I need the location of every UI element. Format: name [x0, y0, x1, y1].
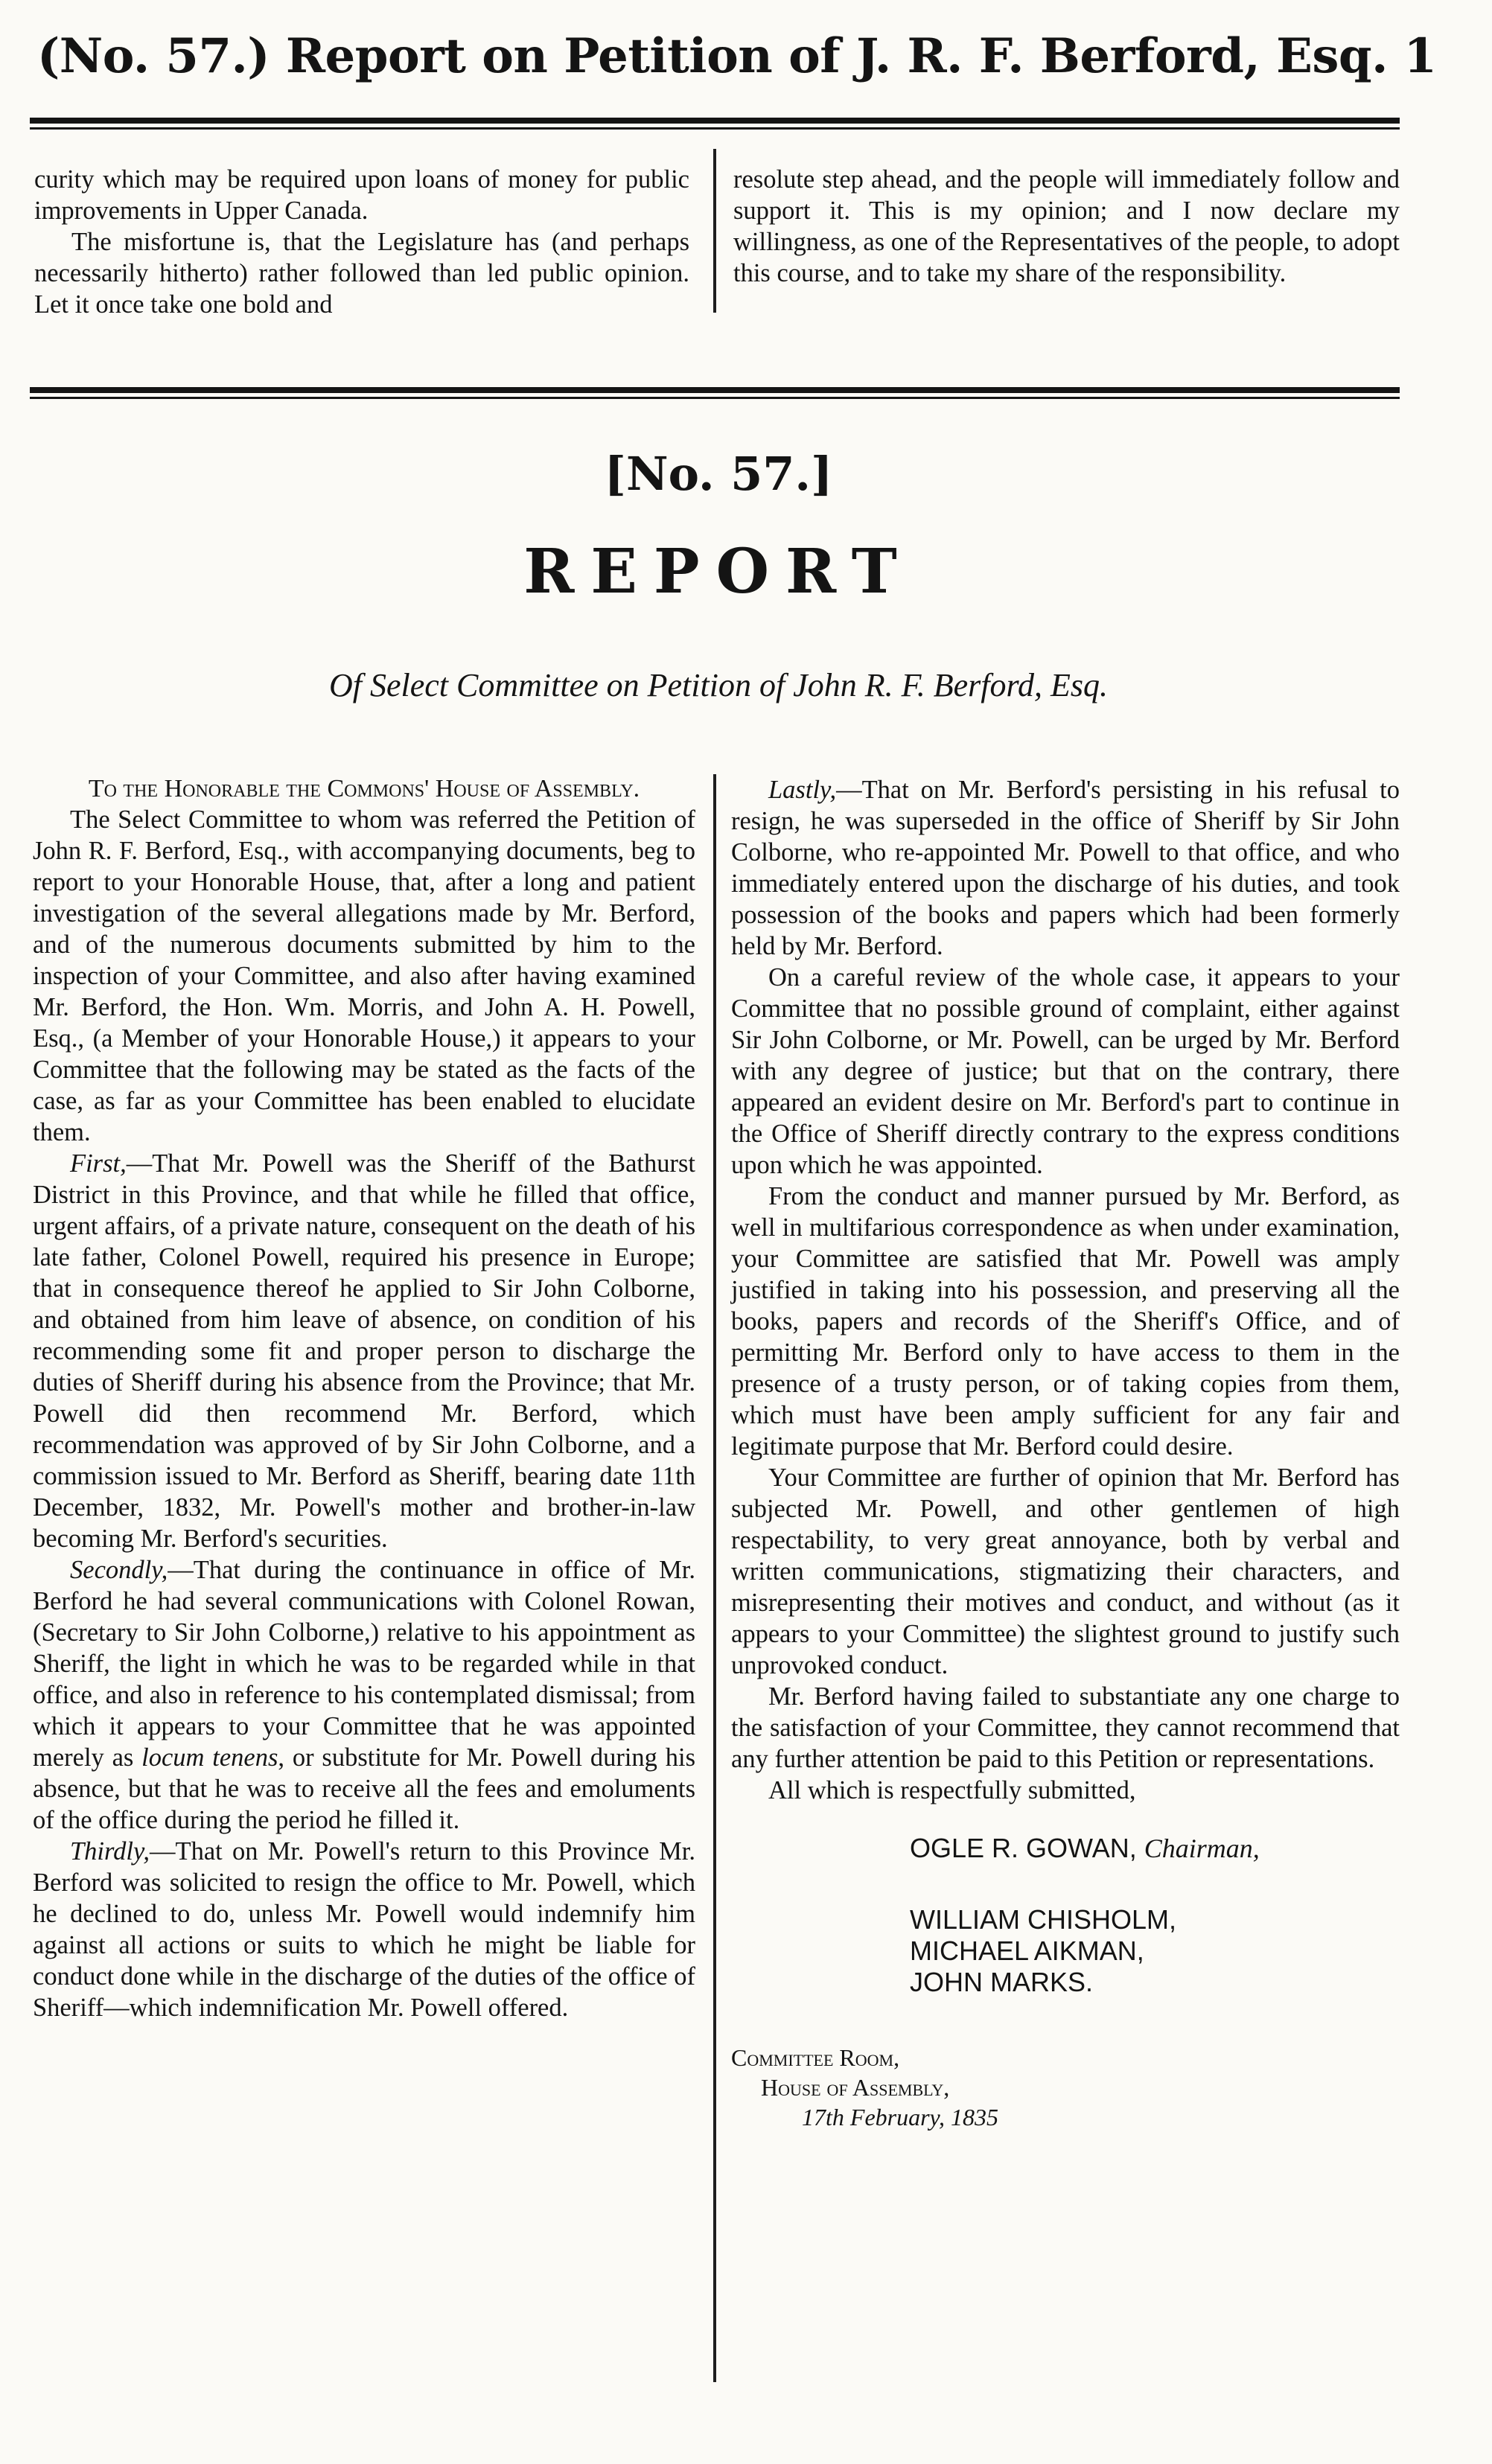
chairman-role: Chairman,: [1144, 1833, 1260, 1863]
lastly-text: —That on Mr. Berford's persisting in his refusal to resign, he was superseded in the office of Sheriff by Sir John Colborne, who re-appointed Mr. Powell to that office, and who immediately entered upon the discharge of his duties, and took possession of the books and papers which had been formerly held by Mr. Berford.: [731, 776, 1400, 960]
second-italic: locum tenens: [141, 1743, 278, 1772]
signatures: [731, 1833, 1400, 1998]
place-line: Committee Room,: [731, 2044, 900, 2071]
third-lead: Thirdly,: [70, 1837, 150, 1865]
carryover-paragraph: curity which may be required upon loans of money for public improvements in Upper Canada.: [34, 165, 689, 225]
section-rule: [30, 387, 1400, 399]
page-number: 1: [1403, 28, 1437, 84]
running-head: [37, 21, 1452, 103]
chairman-name: OGLE R. GOWAN,: [910, 1833, 1137, 1863]
second-text-b: , or substitute for Mr. Powell during his absence, but that he was to receive all the fees and emoluments of the office during the period he filled it.: [33, 1743, 696, 1834]
second-text-a: —That during the continuance in office of Mr. Berford he had several communications with Colonel Rowan, (Secretary to Sir John Colborne,) relative to his appointment as Sheriff, the light in which he was to be regarded while in that office, and also in reference to his contemplated dismissal; from which it appears to your Committee that he was appointed merely as: [33, 1556, 695, 1772]
second-paragraph: [33, 1554, 695, 1836]
report-right-column: [731, 774, 1400, 2132]
running-title: (No. 57.) Report on Petition of J. R. F. Berford, Esq.: [37, 28, 1388, 84]
lastly-paragraph: [731, 774, 1400, 962]
place-date-block: [731, 2043, 1400, 2132]
carryover-right-column: [733, 164, 1400, 289]
header-rule: [30, 118, 1400, 130]
report-left-column: [33, 774, 695, 2023]
first-lead: First,: [70, 1149, 127, 1178]
member-signature: MICHAEL AIKMAN,: [910, 1935, 1144, 1966]
intro-paragraph: The Select Committee to whom was referred the Petition of John R. F. Berford, Esq., with accompanying documents, beg to report to your Honorable House, that, after a long and patient investigation of the several allegations made by Mr. Berford, and of the numerous documents submitted by him to the inspection of your Committee, and also after having examined Mr. Berford, the Hon. Wm. Morris, and John A. H. Powell, Esq., (a Member of your Honorable House,) it appears to your Committee that the following may be stated as the facts of the case, as far as your Committee has been enabled to elucidate them.: [33, 805, 695, 1146]
document-number: [No. 57.]: [604, 447, 833, 501]
closing-line: All which is respectfully submitted,: [768, 1776, 1136, 1804]
carryover-left-column: [34, 164, 689, 320]
carryover-paragraph: The misfortune is, that the Legislature has (and perhaps necessarily hitherto) rather followed than led public opinion. Let it once take one bold and: [34, 228, 689, 319]
document-subtitle: Of Select Committee on Petition of John R. F. Berford, Esq.: [328, 667, 1109, 703]
lastly-lead: Lastly,: [768, 776, 837, 804]
review-paragraph: On a careful review of the whole case, it appears to your Committee that no possible ground of complaint, either against Sir John Colborne, or Mr. Powell, can be urged by Mr. Berford with any degree of justice; but that on the contrary, there appeared an evident desire on Mr. Berford's part to continue in the Office of Sheriff directly contrary to the express conditions upon which he was appointed.: [731, 963, 1400, 1179]
second-lead: Secondly,: [70, 1556, 168, 1584]
conduct-paragraph: From the conduct and manner pursued by Mr. Berford, as well in multifarious correspondence as when under examination, your Committee are satisfied that Mr. Powell was amply justified in taking into his possession, and preserving all the books, papers and records of the Sheriff's Office, and of permitting Mr. Berford only to have access to them in the presence of a trusty person, or of taking copies from them, which must have been amply sufficient for any fair and legitimate purpose that Mr. Berford could desire.: [731, 1182, 1400, 1461]
opinion-paragraph: Your Committee are further of opinion that Mr. Berford has subjected Mr. Powell, and other gentlemen of high respectability, to very great annoyance, both by verbal and written communications, stigmatizing their characters, and misrepresenting their motives and conduct, and without (as it appears to your Committee) the slightest ground to justify such unprovoked conduct.: [731, 1464, 1400, 1679]
date-line: 17th February, 1835: [802, 2104, 998, 2131]
first-text: —That Mr. Powell was the Sheriff of the Bathurst District in this Province, and that while he filled that office, urgent affairs, of a private nature, consequent on the death of his late father, Colonel Powell, required his presence in Europe; that in consequence thereof he applied to Sir John Colborne, and obtained from him leave of absence, on condition of his recommending some fit and proper person to discharge the duties of Sheriff during his absence from the Province; that Mr. Powell did then recommend Mr. Berford, which recommendation was approved of by Sir John Colborne, and a commission issued to Mr. Berford as Sheriff, bearing date 11th December, 1832, Mr. Powell's mother and brother-in-law becoming Mr. Berford's securities.: [33, 1149, 695, 1553]
address-line: To the Honorable the Commons' House of Assembly.: [88, 775, 640, 802]
document-title: REPORT: [523, 536, 914, 607]
first-paragraph: [33, 1148, 695, 1554]
member-signature: JOHN MARKS.: [910, 1967, 1094, 1997]
member-signature: WILLIAM CHISHOLM,: [910, 1904, 1177, 1935]
carryover-paragraph: resolute step ahead, and the people will immediately follow and support it. This is my opinion; and I now declare my willingness, as one of the Representatives of the people, to adopt this course, and to take my share of the responsibility.: [733, 165, 1400, 287]
place-line: House of Assembly,: [761, 2074, 950, 2101]
failure-paragraph: Mr. Berford having failed to substantiate any one charge to the satisfaction of your Committee, they cannot recommend that any further attention be paid to this Petition or representations.: [731, 1682, 1400, 1773]
column-divider: [713, 774, 716, 2382]
column-divider: [713, 149, 716, 313]
chairman-signature: [910, 1833, 1400, 1864]
third-paragraph: [33, 1836, 695, 2023]
third-text: —That on Mr. Powell's return to this Province Mr. Berford was solicited to resign the office to Mr. Powell, which he declined to do, unless Mr. Powell would indemnify him against all actions or suits to which he might be liable for conduct done while in the discharge of the duties of the office of Sheriff—which indemnification Mr. Powell offered.: [33, 1837, 695, 2022]
